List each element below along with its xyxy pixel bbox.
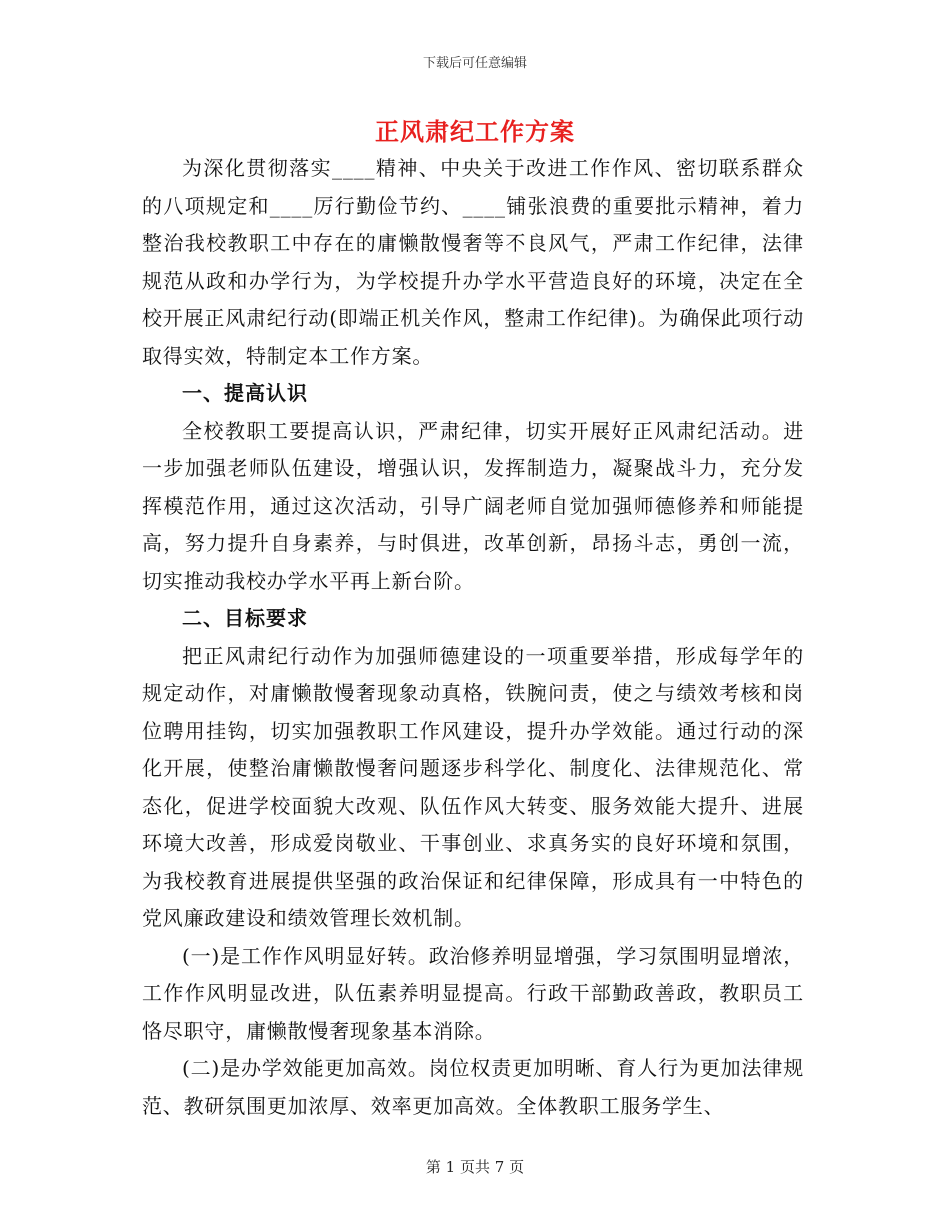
list-item-1: (一)是工作作风明显好转。政治修养明显增强，学习氛围明显增浓，工作作风明显改进，队伍素养明显提高。行政干部勤政善政，教职员工恪尽职守，庸懒散慢奢现象基本消除。 <box>142 943 804 1043</box>
section-paragraph-1: 全校教职工要提高认识，严肃纪律，切实开展好正风肃纪活动。进一步加强老师队伍建设，增强认识，发挥制造力，凝聚战斗力，充分发挥模范作用，通过这次活动，引导广阔老师自觉加强师德修养和师能提高，努力提升自身素养，与时俱进，改革创新，昂扬斗志，勇创一流，切实推动我校办学水平再上新台阶。 <box>142 418 804 593</box>
intro-paragraph: 为深化贯彻落实____精神、中央关于改进工作作风、密切联系群众的八项规定和____厉行勤俭节约、____铺张浪费的重要批示精神，着力整治我校教职工中存在的庸懒散慢奢等不良风气，严肃工作纪律，法律规范从政和办学行为，为学校提升办学水平营造良好的环境，决定在全校开展正风肃纪行动(即端正机关作风，整肃工作纪律)。为确保此项行动取得实效，特制定本工作方案。 <box>142 156 805 368</box>
section-heading-1: 一、提高认识 <box>182 381 308 405</box>
document-body <box>142 150 804 1125</box>
page-footer: 第 1 页共 7 页 <box>425 1158 525 1176</box>
page-header: 下载后可任意编辑 <box>422 56 527 71</box>
document-title: 正风肃纪工作方案 <box>375 117 575 146</box>
list-item-2: (二)是办学效能更加高效。岗位权责更加明晰、育人行为更加法律规范、教研氛围更加浓厚、效率更加高效。全体教职工服务学生、 <box>142 1056 804 1118</box>
section-paragraph-2: 把正风肃纪行动作为加强师德建设的一项重要举措，形成每学年的规定动作，对庸懒散慢奢现象动真格，铁腕问责，使之与绩效考核和岗位聘用挂钩，切实加强教职工作风建设，提升办学效能。通过行动的深化开展，使整治庸懒散慢奢问题逐步科学化、制度化、法律规范化、常态化，促进学校面貌大改观、队伍作风大转变、服务效能大提升、进展环境大改善，形成爱岗敬业、干事创业、求真务实的良好环境和氛围，为我校教育进展提供坚强的政治保证和纪律保障，形成具有一中特色的党风廉政建设和绩效管理长效机制。 <box>142 643 804 930</box>
section-heading-2: 二、目标要求 <box>182 606 308 630</box>
